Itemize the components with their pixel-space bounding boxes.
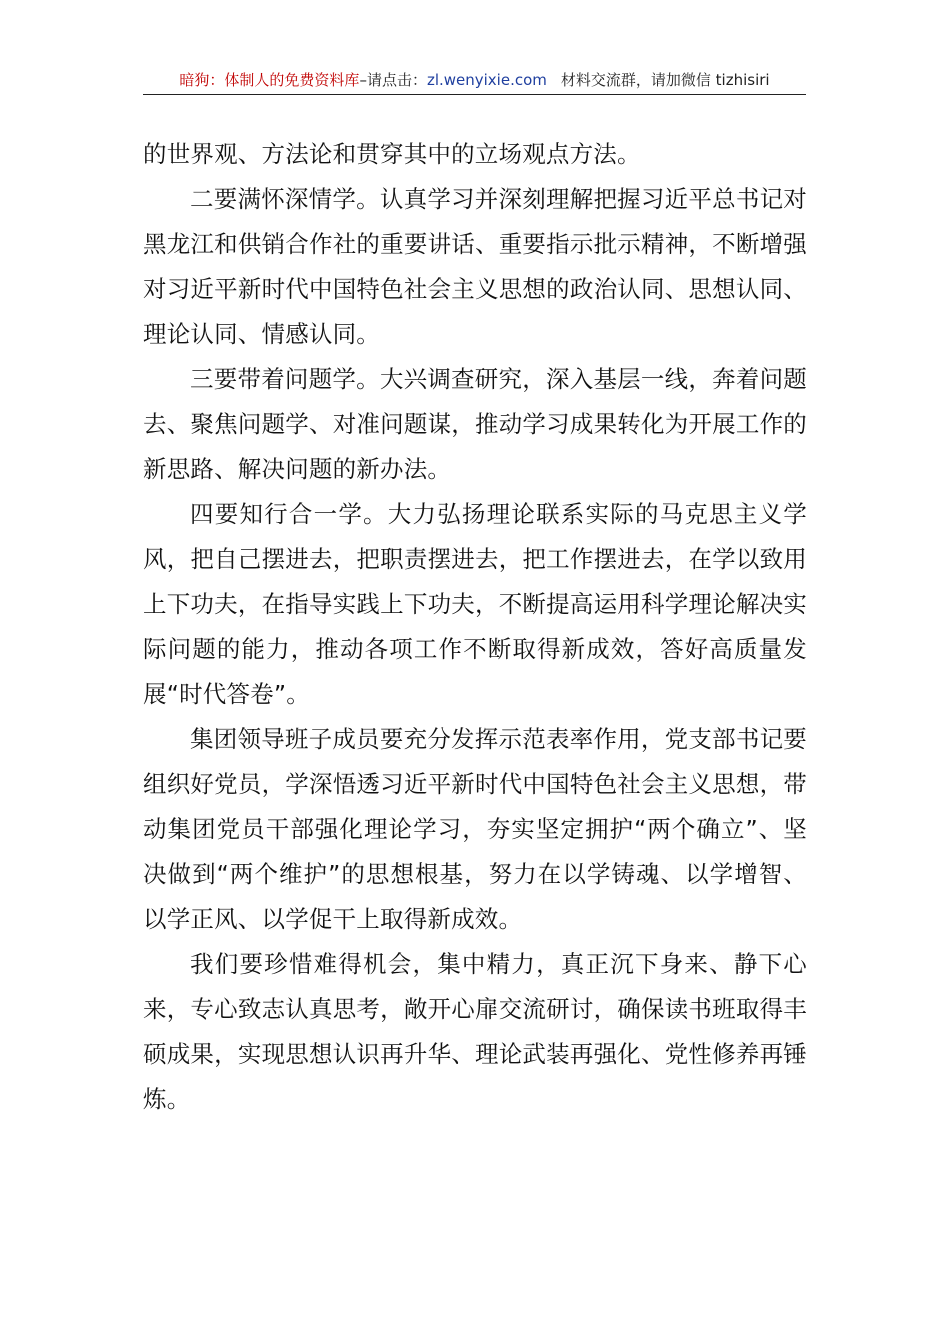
paragraph-fourth-point: 四要知行合一学。大力弘扬理论联系实际的马克思主义学风，把自己摆进去，把职责摆进去，把工作摆进去，在学以致用上下功夫，在指导实践上下功夫，不断提高运用科学理论解决实际问题的能力，推动各项工作不断取得新成效，答好高质量发展“时代答卷”。: [143, 500, 807, 708]
header-site-name: 暗狗：体制人的免费资料库: [179, 71, 360, 89]
header-url-link[interactable]: zl.wenyixie.com: [426, 71, 547, 89]
paragraph-leadership: 集团领导班子成员要充分发挥示范表率作用，党支部书记要组织好党员，学深悟透习近平新时代中国特色社会主义思想，带动集团党员干部强化理论学习，夯实坚定拥护“两个确立”、坚决做到“两个维护”的思想根基，努力在以学铸魂、以学增智、以学正风、以学促干上取得新成效。: [143, 725, 807, 933]
header-click-prompt: –请点击：: [359, 71, 427, 89]
header-group-note: 材料交流群，请加微信 tizhisiri: [560, 71, 770, 89]
paragraph-second-point: 二要满怀深情学。认真学习并深刻理解把握习近平总书记对黑龙江和供销合作社的重要讲话、重要指示批示精神，不断增强对习近平新时代中国特色社会主义思想的政治认同、思想认同、理论认同、情感认同。: [143, 185, 807, 348]
paragraph-closing: 我们要珍惜难得机会，集中精力，真正沉下身来、静下心来，专心致志认真思考，敞开心扉交流研讨，确保读书班取得丰硕成果，实现思想认识再升华、理论武装再强化、党性修养再锤炼。: [143, 950, 807, 1113]
paragraph-third-point: 三要带着问题学。大兴调查研究，深入基层一线，奔着问题去、聚焦问题学、对准问题谋，推动学习成果转化为开展工作的新思路、解决问题的新办法。: [143, 365, 807, 483]
document-body: [143, 132, 807, 1122]
page-header: [143, 66, 806, 95]
paragraph-continuation: 的世界观、方法论和贯穿其中的立场观点方法。: [143, 140, 641, 168]
